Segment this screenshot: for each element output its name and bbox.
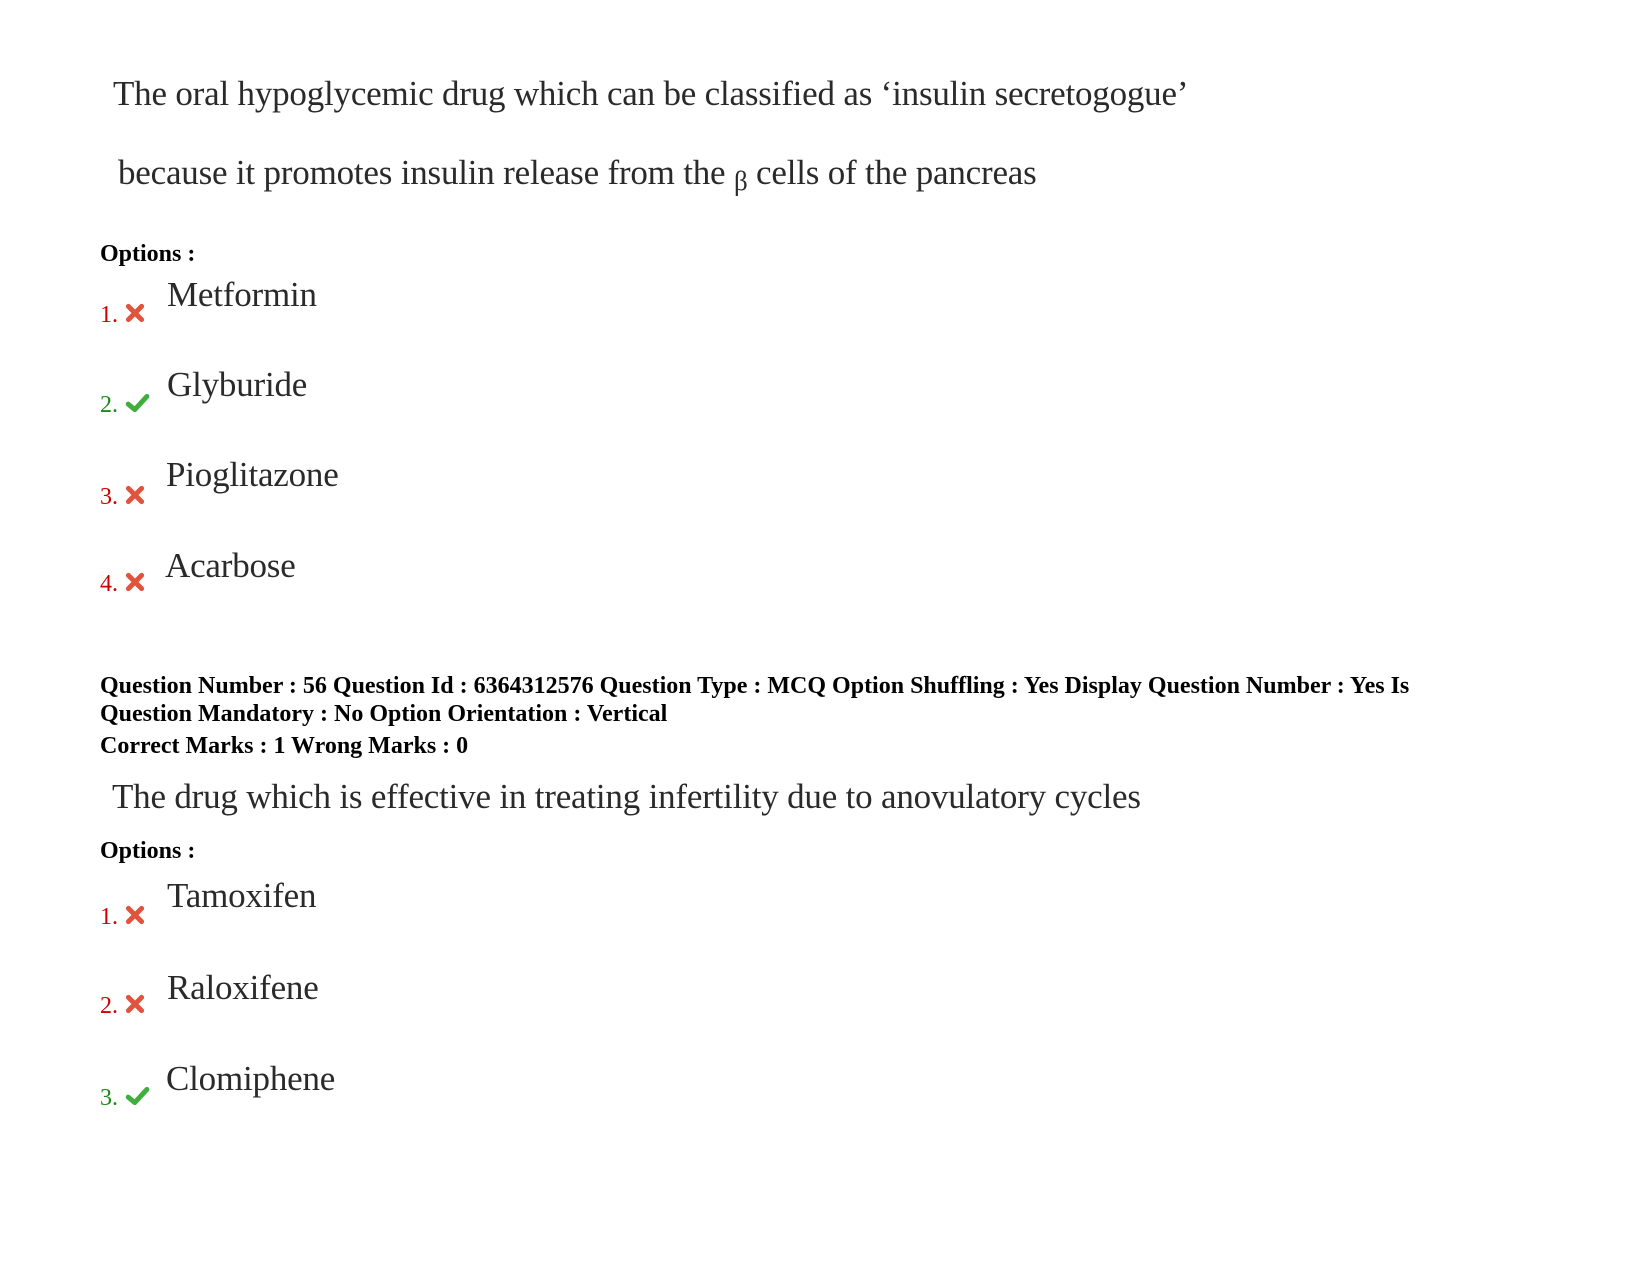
stem-text-part-b: cells of the pancreas	[747, 153, 1037, 192]
cross-icon	[124, 571, 146, 593]
option-number	[100, 904, 146, 931]
option-text-tamoxifen: Tamoxifen	[167, 876, 317, 915]
cross-icon	[124, 993, 146, 1015]
options-label: Options :	[100, 241, 196, 267]
option-text-raloxifene: Raloxifene	[167, 968, 319, 1007]
question-55-stem-line-1: The oral hypoglycemic drug which can be classified as ‘insulin secretogogue’	[113, 74, 1189, 113]
option-number-text: 4.	[100, 571, 118, 597]
option-number-text: 1.	[100, 302, 118, 328]
metadata-line-1: Question Number : 56 Question Id : 6364312576 Question Type : MCQ Option Shuffling : Yes Display Question Number : Yes Is	[100, 673, 1410, 699]
option-number	[100, 571, 146, 598]
check-icon	[124, 392, 150, 414]
option-number	[100, 484, 146, 511]
option-text-metformin: Metformin	[167, 275, 317, 314]
marks-info: Correct Marks : 1 Wrong Marks : 0	[100, 733, 469, 759]
check-icon	[124, 1085, 150, 1107]
option-text-pioglitazone: Pioglitazone	[166, 455, 339, 494]
question-55-stem-line-2	[118, 153, 1037, 196]
option-text-acarbose: Acarbose	[165, 546, 296, 585]
option-number-text: 3.	[100, 484, 118, 510]
option-number-text: 2.	[100, 993, 118, 1019]
option-number-text: 2.	[100, 392, 118, 418]
option-number-text: 3.	[100, 1085, 118, 1111]
cross-icon	[124, 904, 146, 926]
option-number	[100, 392, 150, 419]
question-56-stem: The drug which is effective in treating infertility due to anovulatory cycles	[112, 777, 1141, 816]
question-56-metadata	[100, 672, 1520, 728]
metadata-line-2: Question Mandatory : No Option Orientation : Vertical	[100, 701, 668, 727]
option-number-text: 1.	[100, 904, 118, 930]
option-text-clomiphene: Clomiphene	[166, 1059, 336, 1098]
stem-text-part-a: because it promotes insulin release from the	[118, 153, 734, 192]
option-text-glyburide: Glyburide	[167, 365, 308, 404]
beta-symbol: β	[733, 166, 748, 196]
option-number	[100, 993, 146, 1020]
cross-icon	[124, 302, 146, 324]
cross-icon	[124, 484, 146, 506]
option-number	[100, 1085, 150, 1112]
option-number	[100, 302, 146, 329]
options-label: Options :	[100, 838, 196, 864]
